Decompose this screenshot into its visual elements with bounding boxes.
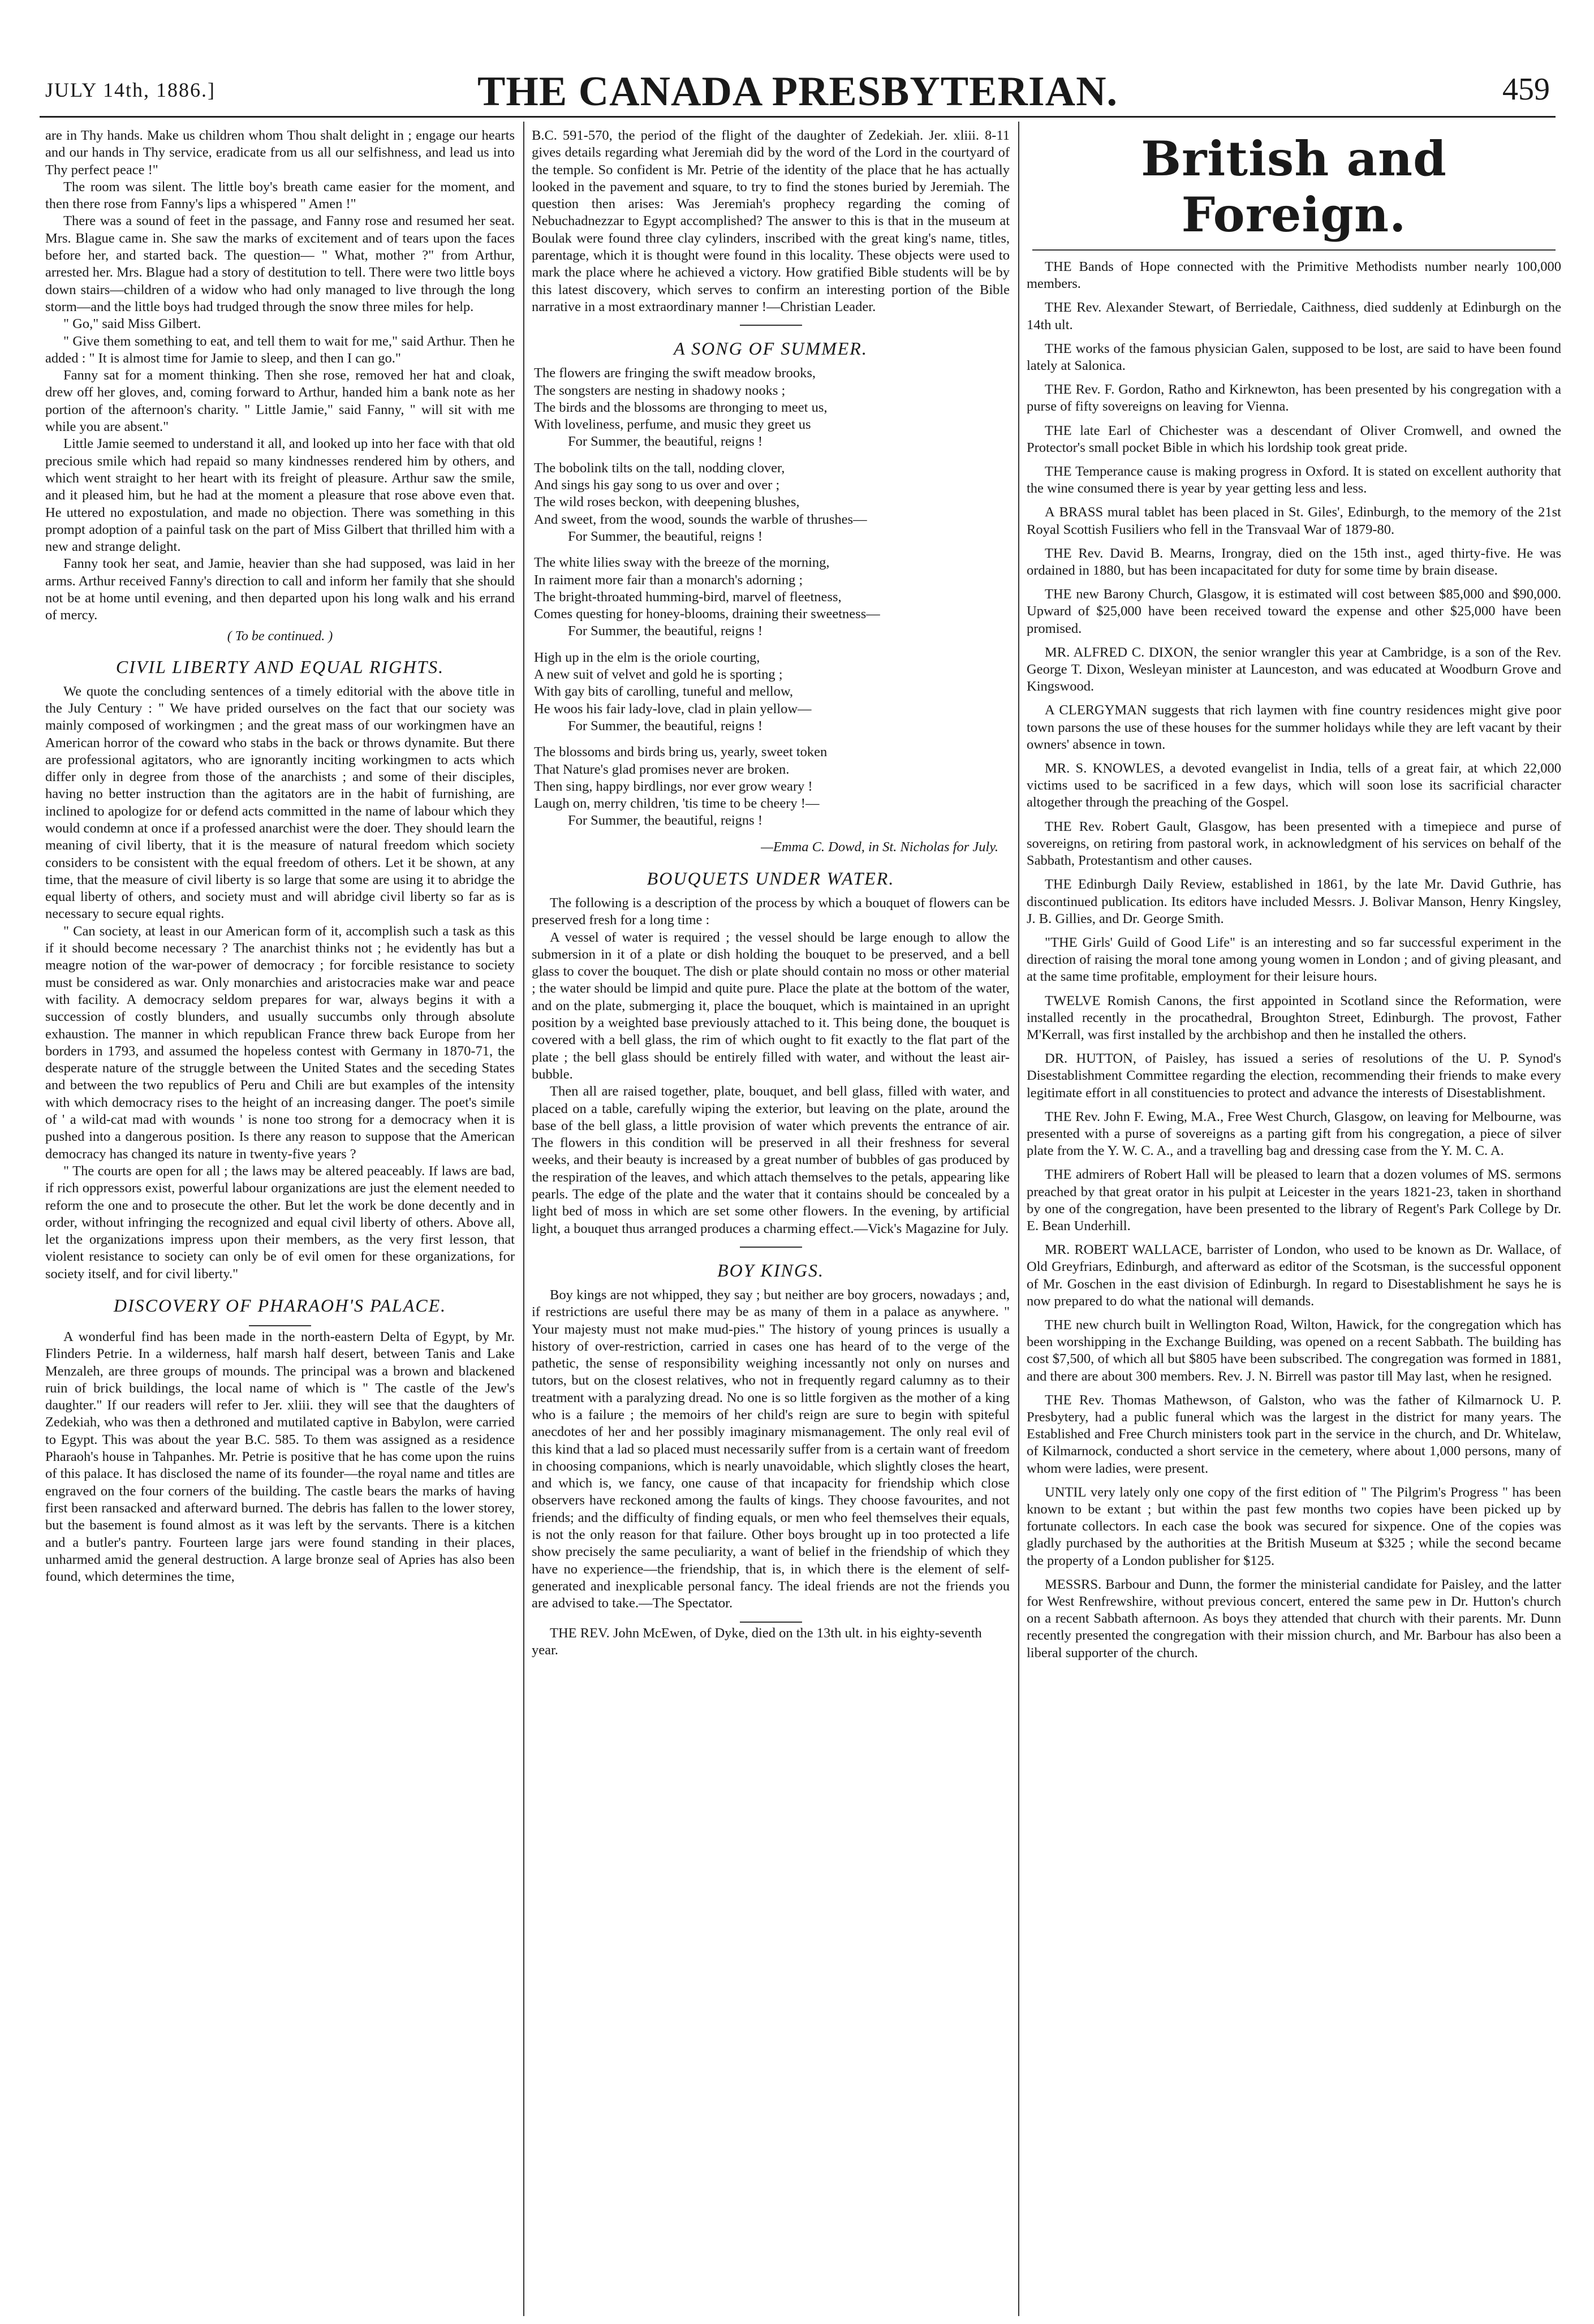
news-item — [1027, 993, 1561, 1044]
pharaoh-continued: B.C. 591-570, the period of the flight of the daughter of Zedekiah. Jer. xliii. 8-11 gives details regarding what Jeremiah did by the word of the Lord in the courtyard of the temple. So confident is Mr. Petrie of the identity of the place that he has actually looked in the pavement and square, to try to find the stones buried by Jeremiah. The question then arises: Was Jeremiah's prophecy regarding the coming of Nebuchadnezzar to Egypt accomplished? The answer to this is that in the museum at Boulak were found three clay cylinders, inscribed with the great king's name, titles, parentage, which it is thought were found in this locality. These objects were used to mark the place where he achieved a victory. How gratified Bible students will be by this latest discovery, which serves to confirm an interesting portion of the Bible narrative in a most extraordinary manner !—Christian Leader. — [532, 128, 1010, 314]
article-title-civil-liberty: CIVIL LIBERTY AND EQUAL RIGHTS. — [115, 656, 445, 677]
article-title-bouquets: BOUQUETS UNDER WATER. — [647, 868, 895, 889]
news-item-lead: UNTIL — [1045, 1484, 1087, 1500]
news-item-text: new church built in Wellington Road, Wilton, Hawick, for the congregation which has been worshipping in the Exchange Building, was opened on a recent Sabbath. The building has cost $7,500, of which all but $805 have been subscribed. The congregation was formed in 1881, and there are about 300 members. Rev. J. N. Birrell was pastor till May last, when he resigned. — [1027, 1317, 1561, 1384]
article-title-pharaoh: DISCOVERY OF PHARAOH'S PALACE. — [113, 1295, 447, 1316]
story-paragraph: The room was silent. The little boy's breath came easier for the moment, and then there rose from Fanny's lips a whispered " Amen !" — [45, 179, 515, 212]
poem-line: The blossoms and birds bring us, yearly, sweet token — [534, 744, 828, 760]
article-title-boy-kings: BOY KINGS. — [717, 1260, 824, 1280]
poem-title: A SONG OF SUMMER. — [674, 338, 868, 359]
news-item-lead: THE — [1045, 300, 1072, 316]
poem-stanza — [534, 744, 1010, 829]
story-paragraph: " Give them something to eat, and tell them to wait for me," said Arthur. Then he added : " It is almost time for Jamie to sleep, and then I can go." — [45, 333, 515, 366]
news-item — [1027, 463, 1561, 497]
news-item — [1027, 299, 1561, 333]
news-item — [1027, 1109, 1561, 1160]
section-separator — [740, 1247, 802, 1248]
news-item-lead: THE — [1045, 1392, 1072, 1408]
news-item — [1027, 258, 1561, 292]
news-item-lead: THE — [1045, 818, 1072, 834]
column-divider-1 — [523, 122, 524, 2316]
story-paragraph: There was a sound of feet in the passage, and Fanny rose and resumed her seat. Mrs. Blague came in. She saw the marks of excitement and of tears upon the faces before her, and started back. The question— " What, mother ?" from Arthur, arrested her. Mrs. Blague had a story of destitution to tell. There were two little boys down stairs—children of a widow who had only managed to live through the long storm—and the little boys had trudged through the snow three miles for help. — [45, 213, 515, 314]
article-paragraph: A vessel of water is required ; the vessel should be large enough to allow the submersion in it of a plate or dish holding the bouquet to be preserved, and a bell glass to cover the bouquet. The dish or plate should contain no moss or other material ; the water should be limpid and quite pure. Place the plate at the bottom of the water, and on the plate, submerging it, place the bouquet, which is maintained in an upright position by a weighted base previously attached to it. This being done, the bouquet is covered with a bell glass, the rim of which ought to fit exactly to the flat part of the plate ; the bell glass should be entirely filled with water, and without the least air-bubble. — [532, 929, 1010, 1082]
news-item-text: Edinburgh Daily Review, established in 1861, by the late Mr. David Guthrie, has discontinued publication. Its editors have included Messrs. J. Bolivar Manson, Henry Kingsley, J. B. Gillies, and Dr. George Smith. — [1027, 877, 1561, 926]
news-item-text: new Barony Church, Glasgow, it is estimated will cost between $85,000 and $90,000. Upward of $25,000 have been received toward the expense and other $25,000 have been promised. — [1027, 587, 1561, 636]
news-item — [1027, 504, 1561, 538]
news-item-lead: TWELVE — [1045, 993, 1101, 1008]
news-item-text: of Paisley, has issued a series of resolutions of the U. P. Synod's Disestablishment Committee regarding the election, recommending their friends to make every legitimate effort in all constituencies to protect and advance the interests of Disestablishment. — [1027, 1051, 1561, 1101]
news-item — [1027, 586, 1561, 637]
news-item-text: late Earl of Chichester was a descendant of Oliver Cromwell, and owned the Protector's small pocket Bible in which his lordship took great pride. — [1027, 422, 1561, 455]
news-item-lead: MR. ALFRED C. DIXON, — [1045, 644, 1197, 660]
news-item-text: very lately only one copy of the first edition of " The Pilgrim's Progress " has been known to be extant ; but within the past few months two copies have been picked up by fortunate collectors. In each case the book was secured for sixpence. One of the copies was gladly purchased by the authorities at the British Museum at $325 ; while the second became the property of a London publisher for $125. — [1027, 1484, 1561, 1568]
news-item-text: Rev. Thomas Mathewson, of Galston, who was the father of Kilmarnock U. P. Presbytery, had a public funeral which was the largest in the district for many years. The Established and Free Church ministers took part in the service in the church, and Dr. Whitelaw, of Kilmarnock, conducted a short service in the cemetery, where about 1,000 persons, many of whom were ladies, were present. — [1027, 1392, 1561, 1476]
column-2 — [532, 127, 1010, 2316]
news-item — [1027, 1576, 1561, 1662]
news-item-lead: THE — [1045, 259, 1072, 274]
news-item-text: admirers of Robert Hall will be pleased to learn that a dozen volumes of MS. sermons preached by that great orator in his pulpit at Leicester in the years 1821-23, taken in shorthand by one of the congregation, have been presented to the library of Regent's Park College by Dr. E. Bean Underhill. — [1027, 1167, 1561, 1234]
poem-line: The songsters are nesting in shadowy nooks ; — [534, 382, 786, 398]
section-rule — [1032, 249, 1556, 251]
masthead: THE CANADA PRESBYTERIAN. — [477, 68, 1118, 115]
news-item-text: Rev. Robert Gault, Glasgow, has been presented with a timepiece and purse of sovereigns, on retiring from pastoral work, in acknowledgment of his services on behalf of the Sabbath, Protestantism and other causes. — [1027, 818, 1561, 869]
news-item-text: Rev. Alexander Stewart, of Berriedale, Caithness, died suddenly at Edinburgh on the 14th ult. — [1027, 300, 1561, 333]
article-paragraph: " The courts are open for all ; the laws may be altered peaceably. If laws are bad, if rich oppressors exist, powerful labour organizations are just the element needed to reform the one and to prosecute the other. But let the work be done decently and in order, without infringing the recognized and equal civil liberty of others. Above all, let the organizations impress upon their members, as the very first lesson, that violent resistance to society can only be of evil omen for these organizations, for society itself, and for civil liberty." — [45, 1163, 515, 1282]
poem-stanza — [534, 365, 1010, 450]
story-paragraph: Fanny sat for a moment thinking. Then she rose, removed her hat and cloak, drew off her gloves, and, coming forward to Arthur, handed him a bank note as her portion of the afternoon's charity. " Little Jamie," said Fanny, " will sit with me while you are absent." — [45, 368, 515, 435]
poem-refrain: For Summer, the beautiful, reigns ! — [568, 528, 762, 544]
news-item-lead: A CLERGYMAN — [1045, 702, 1147, 718]
poem-stanza — [534, 649, 1010, 735]
news-item-text: the senior wrangler this year at Cambridge, is a son of the Rev. George T. Dixon, Wesleyan minister at Launceston, and was educated at Woodburn Grove and Kingswood. — [1027, 644, 1561, 695]
section-separator — [740, 1622, 802, 1623]
poem-line: The flowers are fringing the swift meadow brooks, — [534, 365, 816, 381]
news-item-lead: DR. HUTTON, — [1045, 1051, 1136, 1067]
news-item-lead: THE — [1045, 1109, 1072, 1124]
news-item — [1027, 422, 1561, 456]
news-item — [1027, 1050, 1561, 1102]
header-rule — [40, 116, 1556, 118]
poem-line: In raiment more fair than a monarch's adorning ; — [534, 572, 803, 588]
poem-line: Then sing, happy birdlings, nor ever grow weary ! — [534, 778, 813, 794]
news-item — [1027, 876, 1561, 928]
poem-stanza — [534, 554, 1010, 640]
title-separator — [249, 1325, 311, 1326]
news-item-lead: THE — [1045, 422, 1072, 438]
poem-line: Laugh on, merry children, 'tis time to be cheery !— — [534, 796, 820, 812]
news-item — [1027, 818, 1561, 870]
poem-line: The birds and the blossoms are thronging to meet us, — [534, 399, 828, 415]
column-divider-2 — [1018, 122, 1019, 2316]
news-item — [1027, 760, 1561, 812]
news-item-text: works of the famous physician Galen, supposed to be lost, are said to have been found lately at Salonica. — [1027, 340, 1561, 374]
story-continuation — [45, 127, 515, 644]
section-title-british-foreign: British and Foreign. — [1141, 131, 1447, 243]
news-item — [1027, 702, 1561, 753]
news-item — [1027, 934, 1561, 986]
poem-stanza — [534, 460, 1010, 545]
poem-refrain: For Summer, the beautiful, reigns ! — [568, 813, 762, 829]
poem-refrain: For Summer, the beautiful, reigns ! — [568, 623, 762, 639]
section-separator — [740, 325, 802, 326]
news-item-text: BRASS mural tablet has been placed in St. Giles', Edinburgh, to the memory of the 21st Royal Scottish Fusiliers who fell in the Transvaal War of 1879-80. — [1027, 505, 1561, 537]
article-paragraph: The following is a description of the process by which a bouquet of flowers can be preserved fresh for a long time : — [532, 895, 1010, 928]
poem-line: And sings his gay song to us over and over ; — [534, 477, 780, 493]
poem-line: A new suit of velvet and gold he is sporting ; — [534, 667, 783, 683]
story-paragraph: Fanny took her seat, and Jamie, heavier than she had supposed, was laid in her arms. Arthur received Fanny's direction to call and inform her family that she should not be at home until evening, and then departed upon his long walk and his errand of mercy. — [45, 556, 515, 623]
news-item — [1027, 1317, 1561, 1385]
news-item-lead: MR. S. KNOWLES, — [1045, 761, 1164, 777]
news-item-lead: MR. ROBERT WALLACE, — [1045, 1242, 1203, 1258]
news-items — [1027, 258, 1561, 1662]
news-item-text: Bands of Hope connected with the Primitive Methodists number nearly 100,000 members. — [1027, 259, 1561, 292]
column-3 — [1027, 127, 1561, 2316]
news-item-text: Rev. F. Gordon, Ratho and Kirknewton, has been presented by his congregation with a purse of fifty sovereigns on leaving for Vienna. — [1027, 382, 1561, 415]
news-item-lead: MESSRS. — [1045, 1576, 1102, 1592]
news-item — [1027, 381, 1561, 415]
poem-line: The bright-throated humming-bird, marvel of fleetness, — [534, 589, 842, 605]
news-item-lead: THE — [1045, 464, 1072, 480]
news-item-lead: THE — [1045, 587, 1072, 602]
news-item — [1027, 1484, 1561, 1570]
news-item-text: Rev. David B. Mearns, Irongray, died on the 15th inst., aged thirty-five. He was ordained in 1880, but has been incapacitated for duty for some time by brain disease. — [1027, 545, 1561, 579]
page-header — [34, 62, 1561, 113]
news-item-lead: THE — [1045, 1167, 1072, 1183]
poem-line: That Nature's glad promises never are broken. — [534, 761, 790, 777]
poem-byline: —Emma C. Dowd, in St. Nicholas for July. — [761, 839, 998, 855]
story-paragraph: are in Thy hands. Make us children whom Thou shalt delight in ; engage our hearts and our hands in Thy service, eradicate from us all our selfishness, and lead us into Thy perfect peace !" — [45, 128, 515, 178]
poem-line: Comes questing for honey-blooms, draining their sweetness— — [534, 606, 880, 622]
page-number: 459 — [1502, 72, 1550, 107]
news-item-lead: A — [1045, 505, 1055, 520]
news-item — [1027, 545, 1561, 579]
poem — [532, 365, 1010, 856]
news-item-text: suggests that rich laymen with fine country residences might give poor town parsons the use of these houses for the summer holidays while they are left vacant by their owners' absence in town. — [1027, 702, 1561, 752]
news-item-lead: THE — [1045, 877, 1072, 892]
poem-line: The wild roses beckon, with deepening blushes, — [534, 494, 800, 510]
story-paragraph: Little Jamie seemed to understand it all, and looked up into her face with that old precious smile which had repaid so many kindnesses rendered him by others, and which went straight to her heart with its freight of pleasure. Arthur saw the smile, and it pleased him, but he had at the moment a pleasure that rose above even that. He uttered no expostulation, and made no objection. There was something in this prompt adoption of a painful task on the part of Miss Gilbert that thrilled him with a new and strange delight. — [45, 436, 515, 555]
news-item-text: a devoted evangelist in India, tells of a great fair, at which 22,000 victims used to be sacrificed in a few days, which will soon lose its sacrificial character altogether through the preaching of the Gospel. — [1027, 761, 1561, 810]
article-paragraph: " Can society, at least in our American form of it, accomplish such a task as this if it should become necessary ? The anarchist thinks not ; he evidently has but a meagre notion of the war-power of democracy ; for forcible resistance to society must be considered as war. Only monarchies and aristocracies make war and peace with facility. A democracy seldom prepares for war, always begins it with a succession of costly blunders, and usually succumbs only through absolute exhaustion. The manner in which republican France threw back Europe from her borders in 1793, and assumed the hopeless contest with Germany in 1870-71, the desperate nature of the struggle between the United States and the seceding States and between the two republics of Peru and Chili are but examples of the intensity with which democracy rises to the height of an increasing danger. The poet's simile of ' a wild-cat mad with wounds ' is none too strong for a democracy when it is pushed into a dangerous position. Is there any reason to suppose that the American democracy has changed its nature in twenty-five years ? — [45, 923, 515, 1162]
article-paragraph: We quote the concluding sentences of a timely editorial with the above title in the July Century : " We have prided ourselves on the fact that our society was mainly composed of workingmen ; and the great mass of our workingmen have an American horror of the coward who stabs in the back or throws dynamite. But there are professional agitators, who are ignorantly inciting workingmen to acts which differ only in degree from those of the anarchists ; and some of their disciples, having no better instruction than the agitators are in the habit of furnishing, are inclined to apologize for or defend acts committed in the name of labour which they would condemn at once if a professed anarchist were the doer. They should learn the meaning of civil liberty, that it is the measure of natural freedom which society considers to be consistent with the equal freedom of others. Let it be shown, at any time, that the measure of civil liberty is so large that some are using it to abridge the equal liberty of others, and society must and will abridge civil liberty so far as is necessary to secure equal rights. — [45, 683, 515, 922]
article-paragraph: Boy kings are not whipped, they say ; but neither are boy grocers, nowadays ; and, if restrictions are useful there may be as many of them in a palace as anywhere. " Your majesty must not make mud-pies." The history of young princes is usually a history of over-restriction, carried in cases one has heard of to the verge of the pathetic, the sense of responsibility weighing incessantly not only on nurses and tutors, but on the closest relatives, who not in frequently regard calumny as to their treatment with a paralyzing dread. No one is so little forgiven as the mother of a king who is a failure ; the memoirs of her child's reign are sure to begin with spiteful anecdotes of her and her possibly imaginary mismanagement. The only real evil of this kind that a lad so placed must necessarily suffer from is a certain want of freedom in choosing companions, which is nearly unavoidable, which slightly closes the heart, and which is, we fancy, one cause of that incapacity for friendship which close observers have reckoned among the faults of kings. They choose favourites, and not friends; and the difficulty of finding equals, or men who feel themselves their equals, is not the only reason for that failure. Other boys brought up in too protected a life show precisely the same peculiarity, a want of belief in the friendship of which they have no experience—the friendship, that is, in which there is the element of self-generated and inexplicable personal fancy. The ideal friends are not the friends you are advised to take.—The Spectator. — [532, 1287, 1010, 1611]
poem-line: He woos his fair lady-love, clad in plain yellow— — [534, 701, 812, 717]
news-item-lead: THE — [1045, 382, 1072, 398]
news-item-text: barrister of London, who used to be known as Dr. Wallace, of Old Greyfriars, Edinburgh, and afterward as editor of the Scotsman, is the successful opponent of Mr. Goschen in the east division of Edinburgh. In regard to Disestablishment he says he is now prepared to do what the national will demands. — [1027, 1242, 1561, 1309]
poem-line: The white lilies sway with the breeze of the morning, — [534, 555, 830, 571]
poem-refrain: For Summer, the beautiful, reigns ! — [568, 434, 762, 450]
poem-line: The bobolink tilts on the tall, nodding clover, — [534, 460, 785, 476]
obituary-notice: THE REV. John McEwen, of Dyke, died on the 13th ult. in his eighty-seventh year. — [532, 1625, 982, 1658]
poem-line: High up in the elm is the oriole courting, — [534, 649, 760, 665]
story-paragraph: " Go," said Miss Gilbert. — [63, 316, 201, 332]
news-item — [1027, 340, 1561, 374]
column-1 — [45, 127, 515, 2316]
news-item-text: Barbour and Dunn, the former the ministerial candidate for Paisley, and the latter for West Renfrewshire, without previous concert, entered the same pew in Dr. Hutton's church on a recent Sabbath afternoon. As boys they attended that church with their parents. Mr. Dunn recently presented the congregation with their mission church, and Mr. Barbour has also been a liberal supporter of the church. — [1027, 1576, 1561, 1661]
news-item-text: Temperance cause is making progress in Oxford. It is stated on excellent authority that the wine consumed there is year by year getting less and less. — [1027, 464, 1561, 497]
news-item-lead: THE — [1045, 1317, 1072, 1333]
news-item-text: Girls' Guild of Good Life" is an interesting and so far successful experiment in the direction of raising the moral tone among young women in London ; and of giving pleasant, and at the same time profitable, employment for their leisure hours. — [1027, 934, 1561, 985]
news-item-lead: "THE — [1045, 934, 1078, 950]
news-item-text: Rev. John F. Ewing, M.A., Free West Church, Glasgow, on leaving for Melbourne, was presented with a purse of sovereigns as a parting gift from his congregation, a piece of silver plate from the Y. W. C. A., and a travelling bag and dressing case from the Y. M. C. A. — [1027, 1109, 1561, 1159]
news-item — [1027, 1166, 1561, 1235]
news-item-lead: THE — [1045, 340, 1072, 356]
poem-refrain: For Summer, the beautiful, reigns ! — [568, 718, 762, 734]
poem-line: With gay bits of carolling, tuneful and mellow, — [534, 684, 794, 700]
news-item — [1027, 1241, 1561, 1310]
article-paragraph: Then all are raised together, plate, bouquet, and bell glass, filled with water, and placed on a table, carefully wiping the exterior, but leaving on the plate, around the base of the bell glass, a little provision of water which prevents the entrance of air. The flowers in this condition will be preserved in all their freshness for several weeks, and their beauty is increased by a great number of bubbles of gas produced by the respiration of the leaves, and which attach themselves to the petals, appearing like pearls. The edge of the plate and the water that it contains should be concealed by a light bed of moss in which are set some other flowers. In the evening, by artificial light, a bouquet thus arranged produces a charming effect.—Vick's Magazine for July. — [532, 1084, 1010, 1236]
news-item-text: Romish Canons, the first appointed in Scotland since the Reformation, were installed recently in the procathedral, Broughton Street, Edinburgh. The provost, Father M'Kerrall, was first installed by the archbishop and then he installed the others. — [1027, 993, 1561, 1042]
news-item — [1027, 644, 1561, 696]
news-item-lead: THE — [1045, 545, 1072, 561]
news-item — [1027, 1392, 1561, 1477]
to-be-continued: ( To be continued. ) — [227, 628, 333, 644]
issue-date: JULY 14th, 1886.] — [45, 79, 216, 101]
poem-line: And sweet, from the wood, sounds the warble of thrushes— — [534, 511, 867, 527]
article-paragraph: A wonderful find has been made in the north-eastern Delta of Egypt, by Mr. Flinders Petrie. In a wilderness, half marsh half desert, between Tanis and Lake Menzaleh, are three groups of mounds. The principal was a brown and blackened ruin of brick buildings, the local name of which is " The castle of the Jew's daughter." If our readers will refer to Jer. xliii. they will see that the daughters of Zedekiah, who was then a dethroned and mutilated captive in Babylon, were carried to Egypt. This was about the year B.C. 585. To them was assigned as a residence Pharaoh's house in Tahpanhes. Mr. Petrie is positive that he has come upon the ruins of this palace. It has disclosed the name of its founder—the royal name and titles are engraved on the four corners of the building. The castle bears the marks of having first been ransacked and afterward burned. The debris has fallen to the lower storey, but the basement is found almost as it was left by the servants. There is a kitchen and a butler's pantry. Fourteen large jars were found standing in their places, unharmed amid the general destruction. A large bronze seal of Apries has also been found, which determines the time, — [45, 1329, 515, 1585]
poem-line: With loveliness, perfume, and music they greet us — [534, 417, 811, 433]
